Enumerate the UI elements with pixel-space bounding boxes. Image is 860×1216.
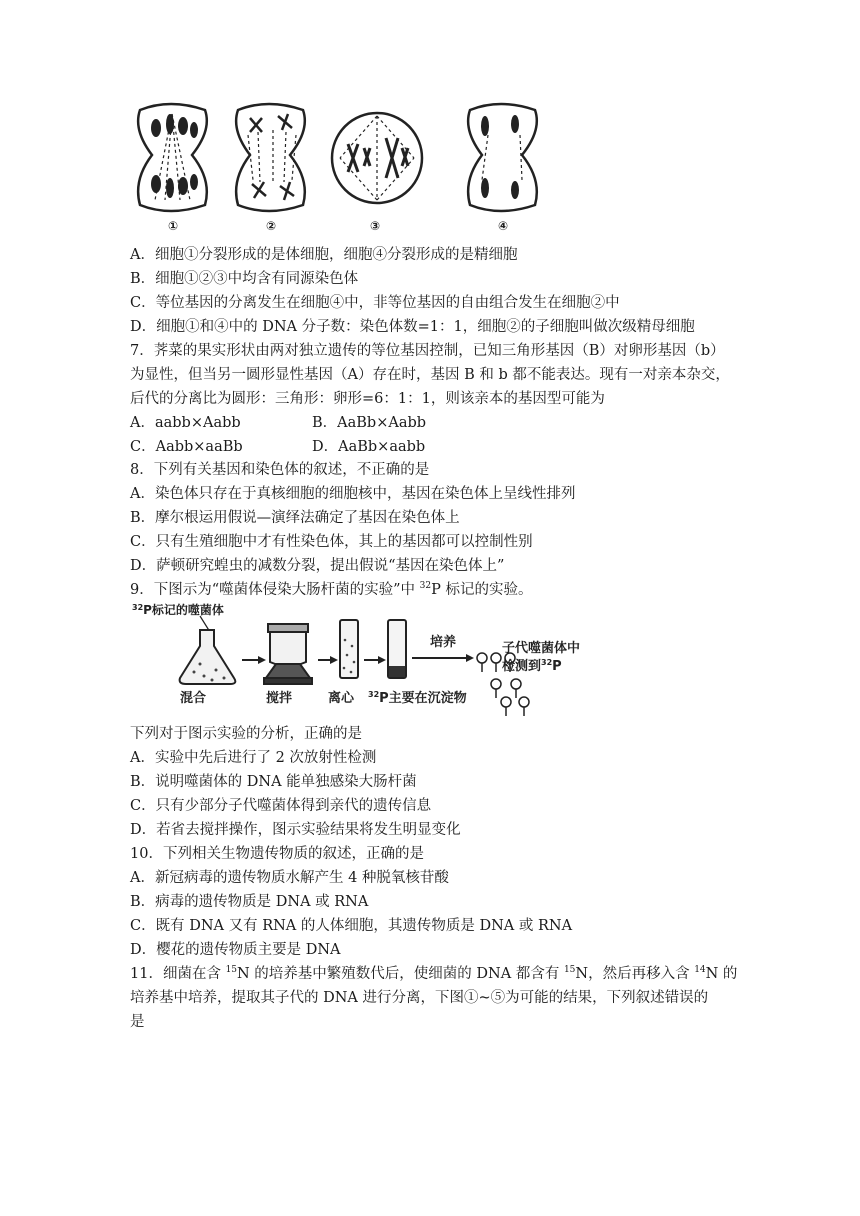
q6-option-b: B．细胞①②③中均含有同源染色体 xyxy=(130,271,359,287)
q8-option-d: D．萨顿研究蝗虫的减数分裂，提出假说“基因在染色体上” xyxy=(130,558,505,574)
q6-option-d: D．细胞①和④中的 DNA 分子数：染色体数=1：1，细胞②的子细胞叫做次级精母细胞 xyxy=(130,319,695,335)
q10-option-b: B．病毒的遗传物质是 DNA 或 RNA xyxy=(130,894,369,910)
q7-option-d: D．AaBb×aabb xyxy=(312,439,426,455)
q9-option-c: C．只有少部分子代噬菌体得到亲代的遗传信息 xyxy=(130,798,432,814)
q7-option-a: A．aabb×Aabb xyxy=(130,415,241,431)
q8-option-b: B．摩尔根运用假说—演绎法确定了基因在染色体上 xyxy=(130,510,460,526)
q9-option-b: B．说明噬菌体的 DNA 能单独感染大肠杆菌 xyxy=(130,774,417,790)
q11-stem-line-1: 11．细菌在含 $^{15}$N 的培养基中繁殖数代后，使细菌的 DNA 都含有 $^{15}$N，然后再移入含 $^{14}$N 的 xyxy=(130,965,738,982)
cell-3-image xyxy=(332,113,422,203)
step-centrifuge-label: 离心 xyxy=(328,691,355,706)
q8-option-a: A．染色体只存在于真核细胞的细胞核中，基因在染色体上呈线性排列 xyxy=(130,486,576,502)
q8-stem: 8．下列有关基因和染色体的叙述，不正确的是 xyxy=(130,462,430,478)
q6-option-a: A．细胞①分裂形成的是体细胞，细胞④分裂形成的是精细胞 xyxy=(130,247,518,263)
flask-label: $^{32}$P标记的噬菌体 xyxy=(132,603,224,617)
q7-options-row-2 xyxy=(130,437,426,457)
q8-option-c: C．只有生殖细胞中才有性染色体，其上的基因都可以控制性别 xyxy=(130,534,533,550)
q9-option-a: A．实验中先后进行了 2 次放射性检测 xyxy=(130,750,377,766)
q7-options-row-1 xyxy=(130,413,427,433)
cell-labels xyxy=(168,219,508,233)
q9-option-d: D．若省去搅拌操作，图示实验结果将发生明显变化 xyxy=(130,822,461,838)
q11-stem-line-3: 是 xyxy=(130,1014,145,1030)
q7-stem-line-3: 后代的分离比为圆形：三角形：卵形=6：1：1，则该亲本的基因型可能为 xyxy=(130,391,605,407)
q7-stem-line-2: 为显性，但当另一圆形显性基因（A）存在时，基因 B 和 b 都不能表达。现有一对亲本杂交， xyxy=(130,367,730,383)
q9-stem: 9．下图示为“噬菌体侵染大肠杆菌的实验”中 $^{32}$P 标记的实验。 xyxy=(130,581,533,598)
phage-experiment-figure xyxy=(130,600,600,718)
q7-option-c: C．Aabb×aaBb xyxy=(130,439,243,455)
cell-4-image xyxy=(468,104,537,211)
q7-option-b: B．AaBb×Aabb xyxy=(312,415,427,431)
step-sediment-label: $^{32}$P主要在沉淀物 xyxy=(368,690,467,706)
q7-stem-line-1: 7．荠菜的果实形状由两对独立遗传的等位基因控制，已知三角形基因（B）对卵形基因（b） xyxy=(130,343,725,359)
q10-option-c: C．既有 DNA 又有 RNA 的人体细胞，其遗传物质是 DNA 或 RNA xyxy=(130,918,573,934)
cell-label-3: ③ xyxy=(370,219,381,233)
cell-2-image xyxy=(236,104,305,211)
q10-stem: 10．下列相关生物遗传物质的叙述，正确的是 xyxy=(130,846,424,862)
blender-icon xyxy=(264,624,312,684)
step-mix-label: 混合 xyxy=(180,691,207,706)
centrifuge-tube-1-icon xyxy=(340,620,358,678)
centrifuge-tube-2-icon xyxy=(388,620,406,678)
q6-option-c: C．等位基因的分离发生在细胞④中，非等位基因的自由组合发生在细胞②中 xyxy=(130,295,620,311)
q11-stem-line-2: 培养基中培养，提取其子代的 DNA 进行分离，下图①~⑤为可能的结果，下列叙述错误的 xyxy=(130,990,709,1006)
cell-label-2: ② xyxy=(266,219,277,233)
flask-icon xyxy=(180,630,236,684)
q10-option-d: D．樱花的遗传物质主要是 DNA xyxy=(130,942,341,958)
result-label-line-2: 检测到$^{32}$P xyxy=(502,658,562,674)
cell-division-figure xyxy=(130,100,560,235)
cell-1-image xyxy=(138,104,207,211)
culture-label: 培养 xyxy=(430,635,457,650)
q9-lead: 下列对于图示实验的分析，正确的是 xyxy=(130,726,362,742)
step-stir-label: 搅拌 xyxy=(266,691,293,706)
cell-label-1: ① xyxy=(168,219,179,233)
result-label-line-1: 子代噬菌体中 xyxy=(502,641,581,656)
q10-option-a: A．新冠病毒的遗传物质水解产生 4 种脱氧核苷酸 xyxy=(130,870,449,886)
cell-label-4: ④ xyxy=(498,219,509,233)
